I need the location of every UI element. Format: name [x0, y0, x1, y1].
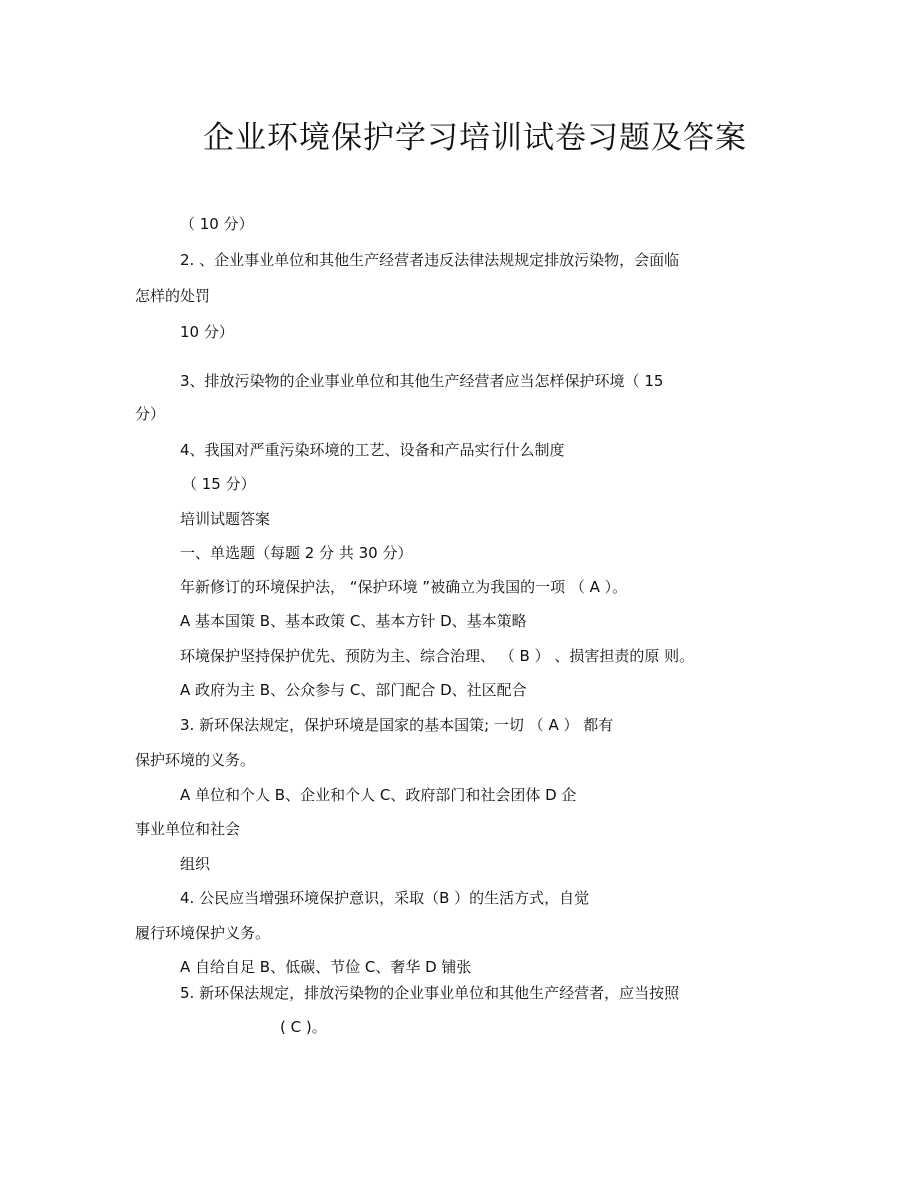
mc-question-4: 4. 公民应当增强环境保护意识，采取（B ）的生活方式，自觉	[180, 889, 590, 907]
text-line: 分）	[135, 405, 166, 423]
text-line: （ 10 分）	[180, 215, 254, 233]
text-line: 10 分）	[180, 323, 234, 341]
text-line: 组织	[180, 855, 211, 873]
mc-question-1: 年新修订的环境保护法， “保护环境 ”被确立为我国的一项 （ A ）。	[180, 578, 628, 596]
mc-options-4: A 自给自足 B、低碳、节俭 C、奢华 D 铺张	[180, 958, 472, 976]
question-4: 4、我国对严重污染环境的工艺、设备和产品实行什么制度	[180, 441, 565, 459]
text-line: 怎样的处罚	[135, 287, 211, 305]
text-line: 事业单位和社会	[135, 820, 241, 838]
document-title: 企业环境保护学习培训试卷习题及答案	[203, 120, 747, 156]
mc-options-2: A 政府为主 B、公众参与 C、部门配合 D、社区配合	[180, 681, 527, 699]
answers-heading: 培训试题答案	[180, 510, 271, 528]
text-line: 保护环境的义务。	[135, 751, 256, 769]
mc-question-2: 环境保护坚持保护优先、预防为主、综合治理、 （ B ） 、损害担责的原 则。	[180, 647, 695, 665]
mc-question-5: 5. 新环保法规定，排放污染物的企业事业单位和其他生产经营者，应当按照	[180, 984, 680, 1002]
question-2: 2. 、企业事业单位和其他生产经营者违反法律法规规定排放污染物，会面临	[180, 251, 680, 269]
mc-options-1: A 基本国策 B、基本政策 C、基本方针 D、基本策略	[180, 612, 527, 630]
mc-question-3: 3. 新环保法规定，保护环境是国家的基本国策; 一切 （ A ） 都有	[180, 716, 614, 734]
section-heading: 一、单选题（每题 2 分 共 30 分）	[180, 544, 413, 562]
question-3: 3、排放污染物的企业事业单位和其他生产经营者应当怎样保护环境（ 15	[180, 372, 664, 390]
text-line: （ 15 分）	[182, 475, 256, 493]
mc-options-3: A 单位和个人 B、企业和个人 C、政府部门和社会团体 D 企	[180, 786, 577, 804]
text-line: ( C )。	[280, 1018, 327, 1036]
text-line: 履行环境保护义务。	[135, 924, 271, 942]
